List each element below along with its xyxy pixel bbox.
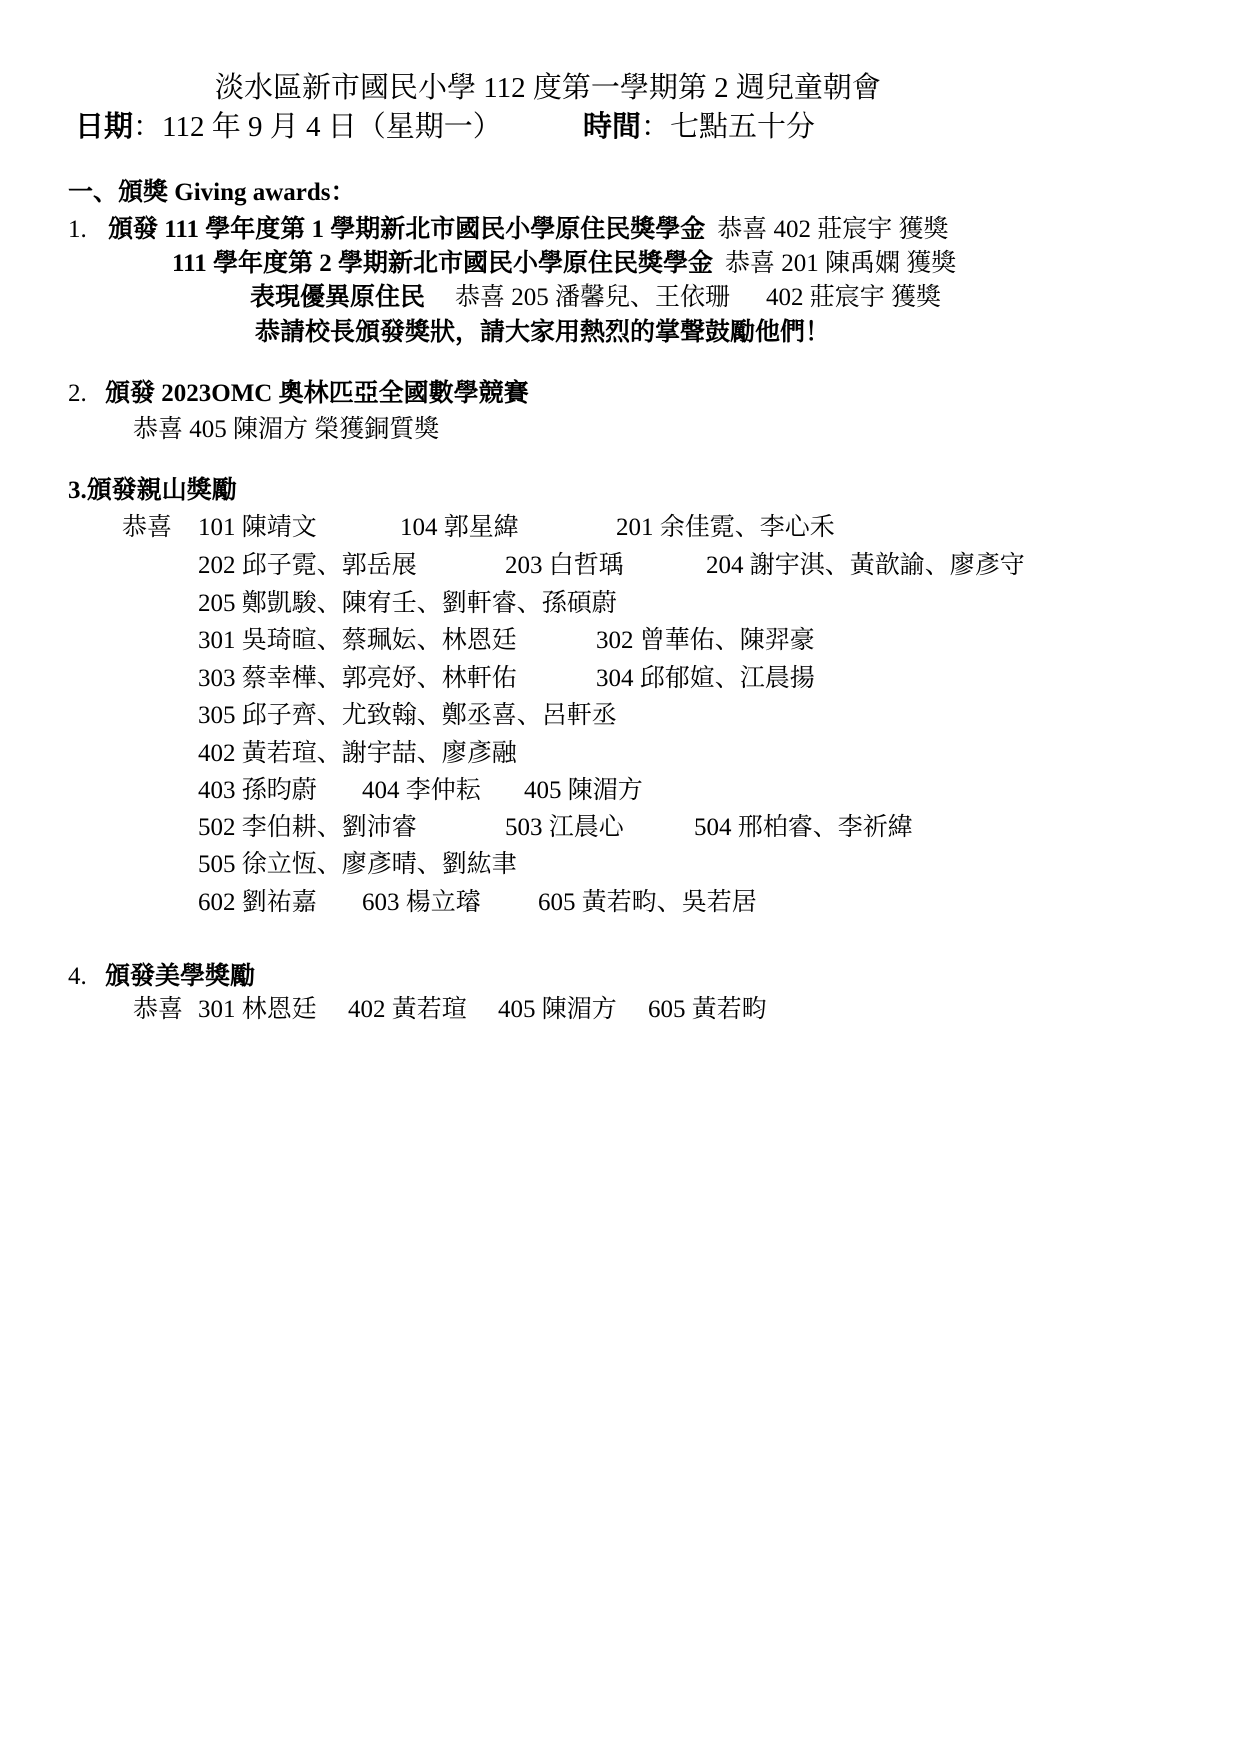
list-item — [0, 701, 1241, 731]
recipient: 204 謝宇淇、黃歆諭、廖彥守 — [706, 552, 1025, 579]
item1-line1-title: 頒發 111 學年度第 1 學期新北市國民小學原住民獎學金 — [108, 216, 706, 243]
list-item — [0, 995, 1241, 1025]
recipient: 301 吳琦暄、蔡珮妘、林恩廷 — [198, 627, 517, 654]
recipient: 302 曾華佑、陳羿豪 — [596, 627, 815, 654]
recipient: 403 孫昀蔚 — [198, 777, 317, 804]
recipient: 603 楊立璿 — [362, 889, 481, 916]
list-item — [0, 589, 1241, 619]
item1-number: 1. — [68, 216, 87, 243]
item1-line — [108, 215, 949, 245]
time-line — [583, 110, 815, 144]
recipient: 203 白哲瑀 — [505, 552, 624, 579]
document-title: 淡水區新市國民小學 112 度第一學期第 2 週兒童朝會 — [215, 72, 881, 104]
recipient: 605 黃若畇、吳若居 — [538, 889, 757, 916]
list-item — [0, 888, 1241, 918]
item4-congrats: 恭喜 — [133, 996, 184, 1023]
recipient: 303 蔡幸樺、郭亮妤、林軒佑 — [198, 665, 517, 692]
list-item — [0, 813, 1241, 843]
item3-title: 3.頒發親山獎勵 — [68, 477, 237, 504]
item4-number: 4. — [68, 963, 87, 990]
recipient: 104 郭星緯 — [400, 514, 519, 541]
item1-line — [172, 249, 956, 279]
item3-congrats: 恭喜 — [122, 514, 173, 541]
list-item — [0, 850, 1241, 880]
item1-line2-title: 111 學年度第 2 學期新北市國民小學原住民獎學金 — [172, 250, 713, 277]
recipient: 602 劉祐嘉 — [198, 889, 317, 916]
date-label: 日期 — [75, 111, 134, 143]
time-value: ：七點五十分 — [641, 111, 816, 143]
recipient: 405 陳湄方 — [524, 777, 643, 804]
recipient: 605 黃若畇 — [648, 996, 767, 1023]
list-item — [0, 513, 1241, 543]
item1-line3-text: 恭喜 205 潘馨兒、王依珊 — [455, 284, 731, 311]
item1-line3-title: 表現優異原住民 — [250, 284, 426, 311]
recipient: 504 邢柏睿、李祈緯 — [694, 814, 913, 841]
item2-number: 2. — [68, 380, 87, 407]
recipient: 402 黃若瑄 — [348, 996, 467, 1023]
recipient: 404 李仲耘 — [362, 777, 481, 804]
item2-title: 頒發 2023OMC 奧林匹亞全國數學競賽 — [105, 380, 529, 407]
recipient: 505 徐立恆、廖彥晴、劉紘聿 — [198, 851, 517, 878]
recipient: 101 陳靖文 — [198, 514, 317, 541]
date-value: ：112 年 9 月 4 日（星期一） — [133, 111, 502, 143]
item2-text: 恭喜 405 陳湄方 榮獲銅質獎 — [133, 416, 440, 443]
item1-line2-text: 恭喜 201 陳禹嫻 獲獎 — [725, 250, 957, 277]
list-item — [0, 551, 1241, 581]
awards-heading: 一、頒獎 Giving awards： — [68, 179, 356, 206]
recipient: 205 鄭凱駿、陳宥壬、劉軒睿、孫碩蔚 — [198, 590, 617, 617]
item1-line3-text2: 402 莊宸宇 獲獎 — [766, 284, 942, 311]
list-item — [0, 626, 1241, 656]
item4-title: 頒發美學獎勵 — [105, 963, 256, 990]
recipient: 503 江晨心 — [505, 814, 624, 841]
list-item — [0, 776, 1241, 806]
list-item — [0, 739, 1241, 769]
recipient: 304 邱郁媗、江晨揚 — [596, 665, 815, 692]
item1-line — [250, 283, 941, 313]
list-item — [0, 664, 1241, 694]
time-label: 時間 — [583, 111, 642, 143]
recipient: 405 陳湄方 — [498, 996, 617, 1023]
recipient: 305 邱子齊、尤致翰、鄭丞喜、呂軒丞 — [198, 702, 617, 729]
item1-line1-text: 恭喜 402 莊宸宇 獲獎 — [717, 216, 949, 243]
item1-closing: 恭請校長頒發獎狀，請大家用熱烈的掌聲鼓勵他們！ — [255, 319, 831, 346]
recipient: 201 余佳霓、李心禾 — [616, 514, 835, 541]
date-line — [75, 110, 502, 144]
recipient: 402 黃若瑄、謝宇喆、廖彥融 — [198, 740, 517, 767]
recipient: 202 邱子霓、郭岳展 — [198, 552, 417, 579]
recipient: 301 林恩廷 — [198, 996, 317, 1023]
recipient: 502 李伯耕、劉沛睿 — [198, 814, 417, 841]
